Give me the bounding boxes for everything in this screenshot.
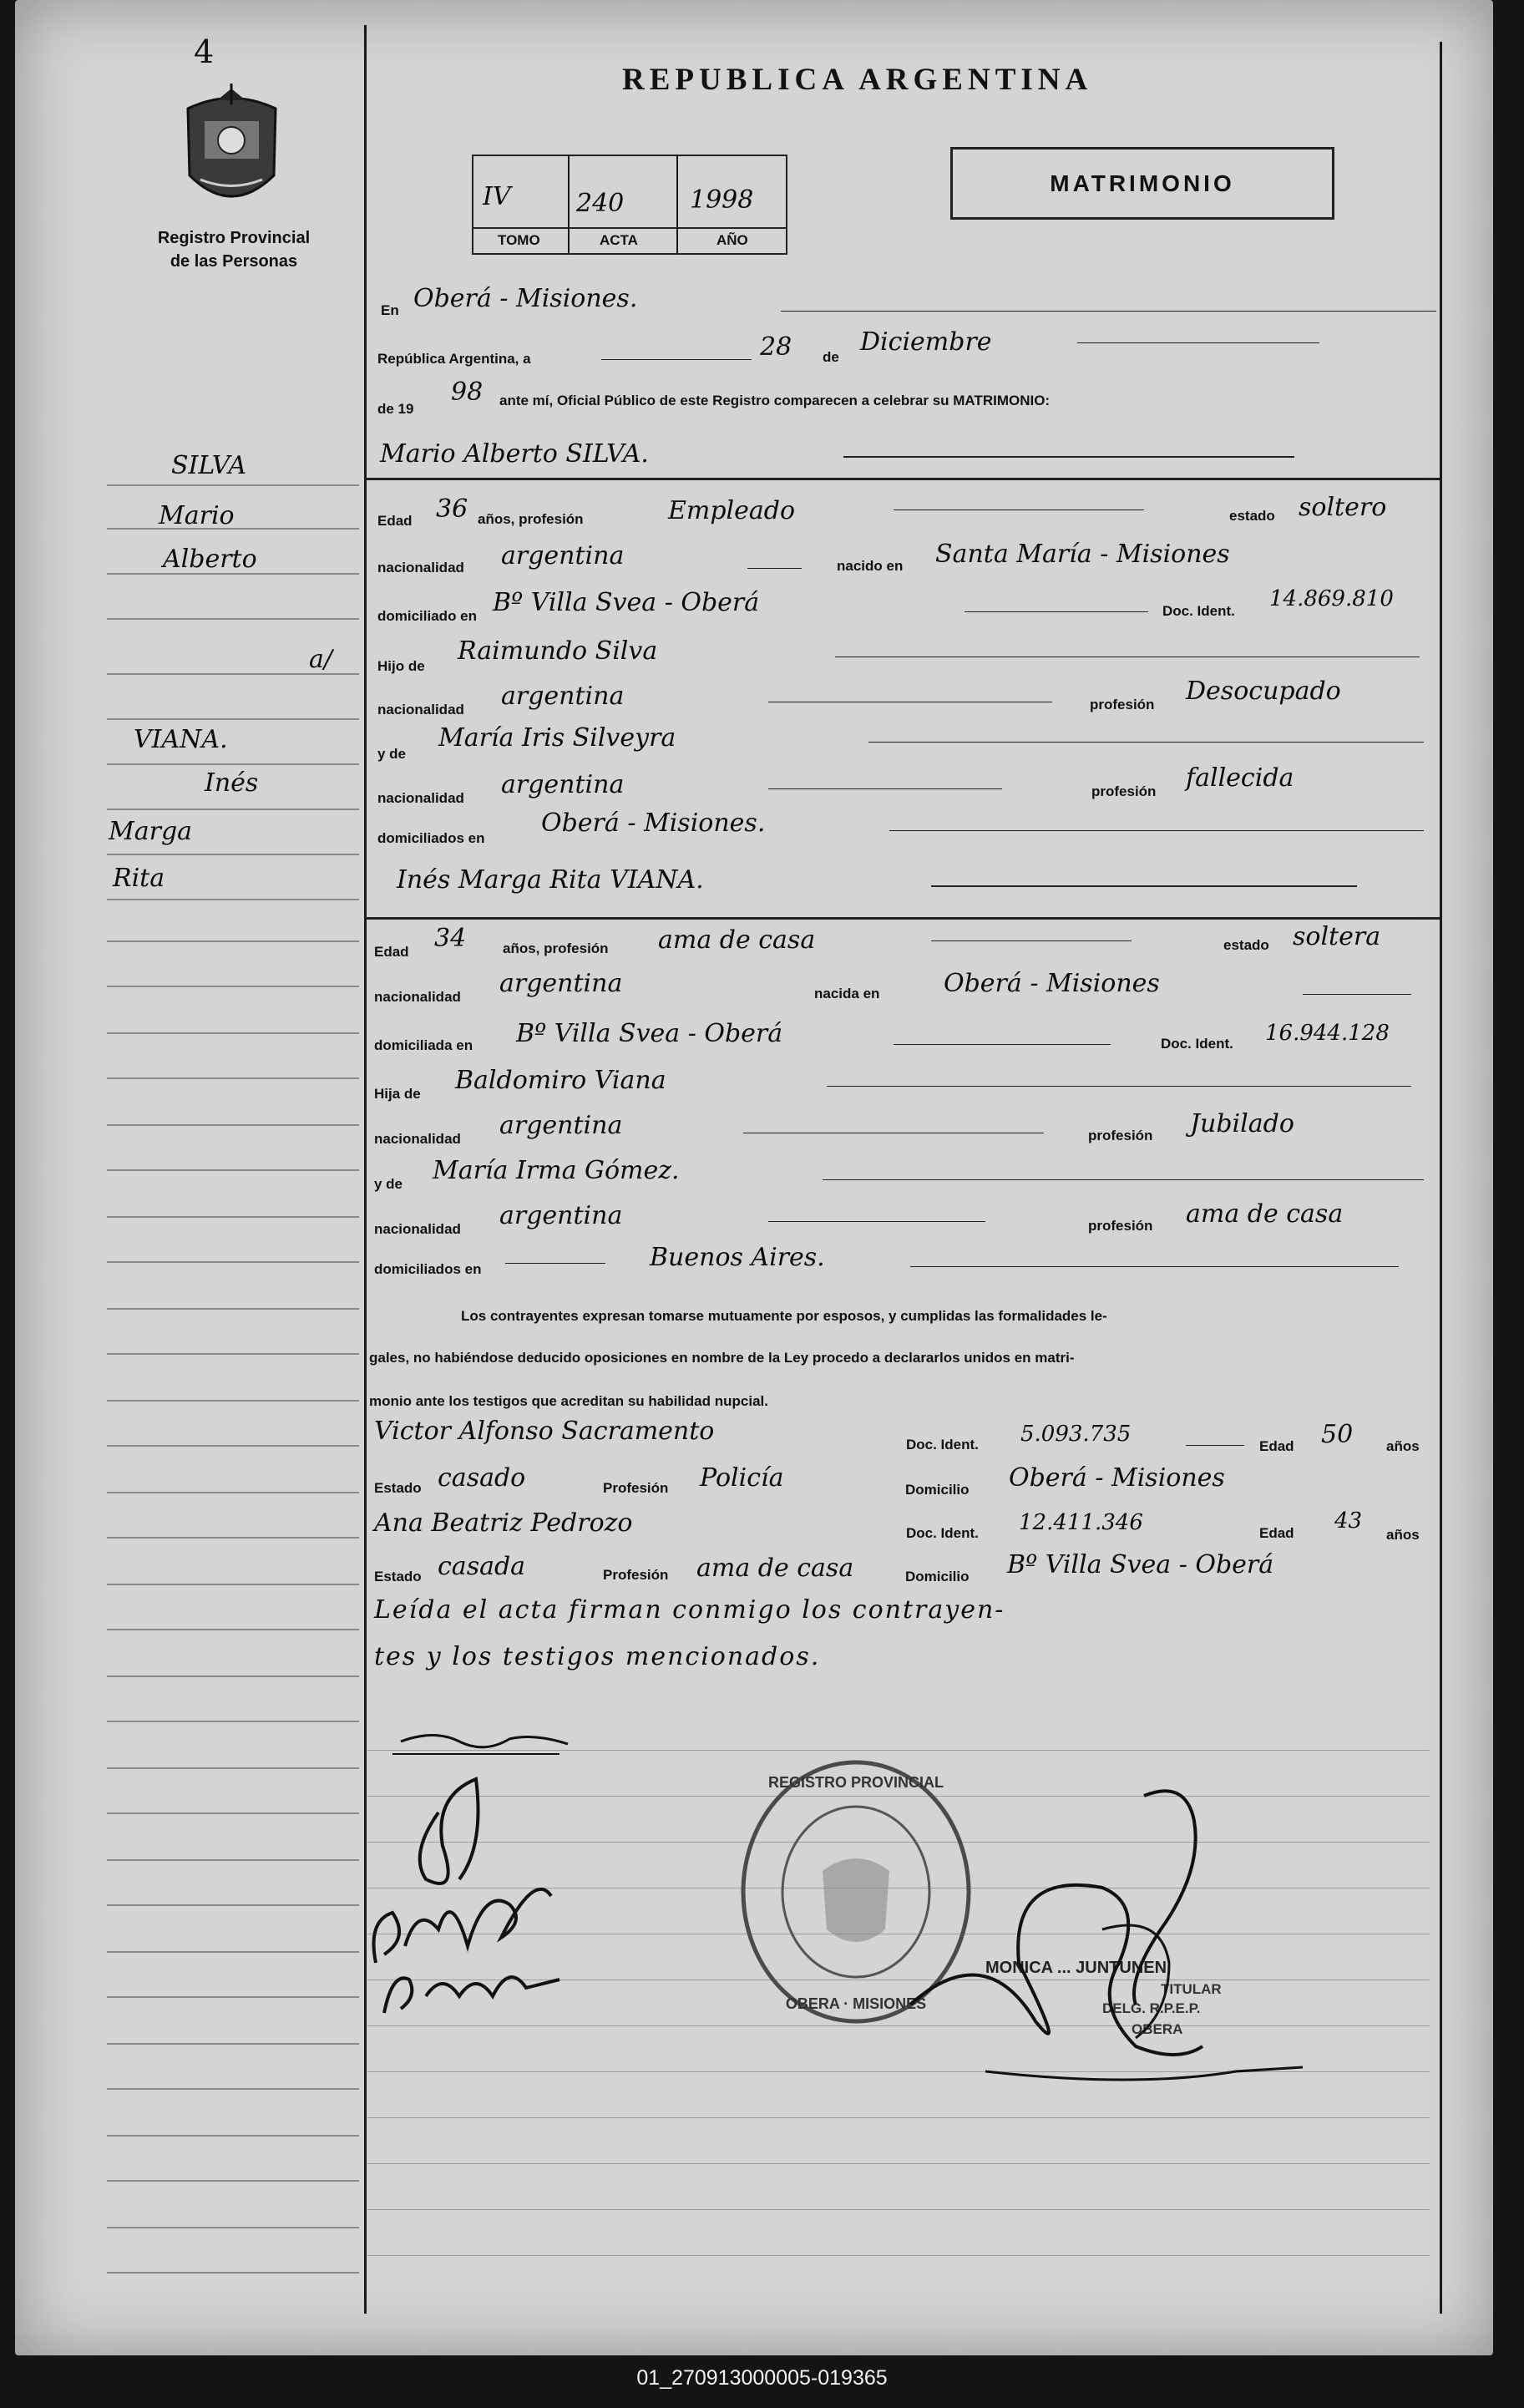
margin-groom-surname: SILVA xyxy=(171,451,247,480)
witness1-name: Victor Alfonso Sacramento xyxy=(374,1417,715,1446)
right-border xyxy=(1440,42,1442,2314)
witness2-name: Ana Beatriz Pedrozo xyxy=(374,1508,633,1538)
witness1-age: 50 xyxy=(1321,1420,1354,1449)
witness2-civil-status: casada xyxy=(438,1552,526,1581)
margin-connector: a/ xyxy=(309,645,332,674)
margin-bride-name2: Marga xyxy=(109,817,193,846)
groom-mother-profession: fallecida xyxy=(1186,763,1294,793)
officer-signature-icon xyxy=(885,1771,1353,2096)
groom-father: Raimundo Silva xyxy=(458,636,658,666)
page-number: 4 xyxy=(194,33,215,70)
groom-father-profession: Desocupado xyxy=(1186,677,1341,706)
groom-nationality: argentina xyxy=(501,541,625,570)
groom-birthplace: Santa María - Misiones xyxy=(935,540,1230,569)
intro-text: ante mí, Oficial Público de este Registro comparecen a celebrar su MATRIMONIO: xyxy=(499,393,1051,408)
groom-document-number: 14.869.810 xyxy=(1269,586,1394,611)
groom-age: 36 xyxy=(436,494,468,524)
groom-profession: Empleado xyxy=(668,496,796,525)
image-caption: 01_270913000005-019365 xyxy=(636,2366,888,2390)
intro-day: 28 xyxy=(760,332,792,362)
bride-father: Baldomiro Viana xyxy=(455,1066,666,1095)
margin-bride-name3: Rita xyxy=(113,864,165,893)
margin-groom-name2: Alberto xyxy=(163,545,257,574)
bride-mother-profession: ama de casa xyxy=(1186,1199,1344,1229)
intro-de-label: de xyxy=(823,349,839,365)
bride-full-name: Inés Marga Rita VIANA. xyxy=(397,865,704,895)
bride-mother: María Irma Gómez. xyxy=(433,1156,680,1185)
closing-line2: tes y los testigos mencionados. xyxy=(374,1642,821,1671)
tomo-value: IV xyxy=(483,182,511,211)
bride-address: Bº Villa Svea - Oberá xyxy=(516,1019,783,1048)
bride-father-profession: Jubilado xyxy=(1190,1109,1294,1138)
declaration-line1: Los contrayentes expresan tomarse mutuamente por esposos, y cumplidas las formalidades le- xyxy=(461,1308,1107,1324)
document-sheet: 4 Registro Provincial de las Personas REPUBLICA ARGENTINA IV 240 1998 TOMO ACTA AÑO MATRIMONIO SILVA Mario Alberto a/ VIANA. Inés Marga Rita En Oberá - Misiones. República Argentina, a 28 de Diciembre de 19 98 ante mí, Oficial Público de este Registro comparecen a celebrar su MATRIMONIO: Mario Alberto SILVA. Edad 36 años, profesión Empleado estado soltero nacionalidad argentina nacido en Santa María - Misiones domiciliado en Bº Villa Svea - Oberá Doc. Ident. 14.869.810 Hijo de Raimundo Silva nacionalidad argentina profesión Desocupado y de María Iris Silveyra nacionalidad argentina profesión fallecida domiciliados en Oberá - Misiones. Inés Marga Rita VIANA. Edad 34 años, profesión ama de casa estado soltera nacionalidad argentina nacida en Oberá - Misiones domiciliada en Bº Villa Svea - Oberá Doc. Ident. 16.944.128 Hija de Baldomiro Viana nacionalidad argentina profesión Jubilado y de María Irma Gómez. nacionalidad argentina profesión ama de casa domiciliados en Buenos Aires. Los contrayentes expresan tomarse mutuamente por esposos, y cumplidas las formalidades le- gales, no habiéndose deducido oposiciones en nombre de la Ley procedo a declararlos unidos en matri- monio ante los testigos que acreditan su habilidad nupcial. Victor Alfonso Sacramento Doc. Ident. 5.093.735 Edad 50 años Estado casado Profesión Policía Domicilio Oberá - Misiones Ana Beatriz Pedrozo Doc. Ident. 12.411.346 Edad 43 años Estado casada Profesión ama de casa Domicilio Bº Villa Svea - Oberá Leída el acta firman conmigo los contrayen- tes y los testigos mencionados. REGISTRO PROVINCIAL OBERA · MISIONES MONICA ... JUNTUNEN TITULAR DELG. R.P.E.P. OBERA xyxy=(0,0,1524,2364)
republica-label: República Argentina, a xyxy=(377,351,531,367)
bride-status: soltera xyxy=(1293,922,1381,951)
bride-nationality: argentina xyxy=(499,969,623,998)
officer-stamp-city: OBERA xyxy=(1132,2021,1183,2037)
year-suffix: 98 xyxy=(451,378,484,407)
witness2-document-number: 12.411.346 xyxy=(1019,1510,1143,1535)
witness1-address: Oberá - Misiones xyxy=(1009,1463,1225,1493)
groom-mother: María Iris Silveyra xyxy=(438,723,676,753)
groom-address: Bº Villa Svea - Oberá xyxy=(493,588,760,617)
year-label: de 19 xyxy=(377,401,414,417)
margin-bride-name1: Inés xyxy=(205,768,259,798)
witness2-age: 43 xyxy=(1334,1508,1363,1534)
groom-full-name: Mario Alberto SILVA. xyxy=(380,439,649,469)
bride-parents-address: Buenos Aires. xyxy=(650,1243,825,1272)
tomo-label: TOMO xyxy=(498,232,540,248)
officer-stamp-name: MONICA ... JUNTUNEN xyxy=(985,1959,1167,1977)
en-label: En xyxy=(381,302,399,318)
groom-parents-address: Oberá - Misiones. xyxy=(541,809,766,838)
country-title: REPUBLICA ARGENTINA xyxy=(622,63,1093,97)
svg-text:REGISTRO PROVINCIAL: REGISTRO PROVINCIAL xyxy=(767,1774,944,1791)
record-type: MATRIMONIO xyxy=(1050,170,1235,196)
acta-label: ACTA xyxy=(600,232,638,248)
margin-bride-surname: VIANA. xyxy=(134,725,228,754)
margin-groom-name1: Mario xyxy=(159,501,235,530)
groom-mother-nationality: argentina xyxy=(501,770,625,799)
bride-birthplace: Oberá - Misiones xyxy=(944,969,1160,998)
intro-place: Oberá - Misiones. xyxy=(413,284,638,313)
bride-mother-nationality: argentina xyxy=(499,1201,623,1230)
bride-father-nationality: argentina xyxy=(499,1111,623,1140)
groom-father-nationality: argentina xyxy=(501,682,625,711)
svg-text:OBERA · MISIONES: OBERA · MISIONES xyxy=(785,1995,927,2012)
bride-age: 34 xyxy=(434,924,467,953)
coat-of-arms-icon xyxy=(175,84,288,217)
groom-status: soltero xyxy=(1299,493,1387,522)
witness1-civil-status: casado xyxy=(438,1463,526,1493)
bride-profession: ama de casa xyxy=(658,925,816,955)
officer-stamp-office: DELG. R.P.E.P. xyxy=(1102,2000,1201,2016)
declaration-line3: monio ante los testigos que acreditan su habilidad nupcial. xyxy=(369,1393,768,1409)
officer-stamp-title: TITULAR xyxy=(1161,1981,1222,1997)
closing-line1: Leída el acta firman conmigo los contrayen- xyxy=(374,1595,1005,1625)
witness2-profession: ama de casa xyxy=(696,1554,854,1583)
bride-document-number: 16.944.128 xyxy=(1265,1021,1390,1046)
declaration-line2: gales, no habiéndose deducido oposiciones en nombre de la Ley procedo a declararlos unidos en matri- xyxy=(369,1350,1075,1366)
intro-month: Diciembre xyxy=(860,327,992,357)
registry-name-line2: de las Personas xyxy=(170,252,298,271)
witness2-address: Bº Villa Svea - Oberá xyxy=(1007,1550,1274,1579)
witness1-document-number: 5.093.735 xyxy=(1020,1422,1132,1447)
acta-value: 240 xyxy=(576,189,625,218)
registry-name-line1: Registro Provincial xyxy=(157,229,311,247)
ano-value: 1998 xyxy=(690,185,754,215)
party-signatures-icon xyxy=(359,1696,626,2021)
witness1-profession: Policía xyxy=(700,1463,784,1493)
ano-label: AÑO xyxy=(716,232,748,248)
